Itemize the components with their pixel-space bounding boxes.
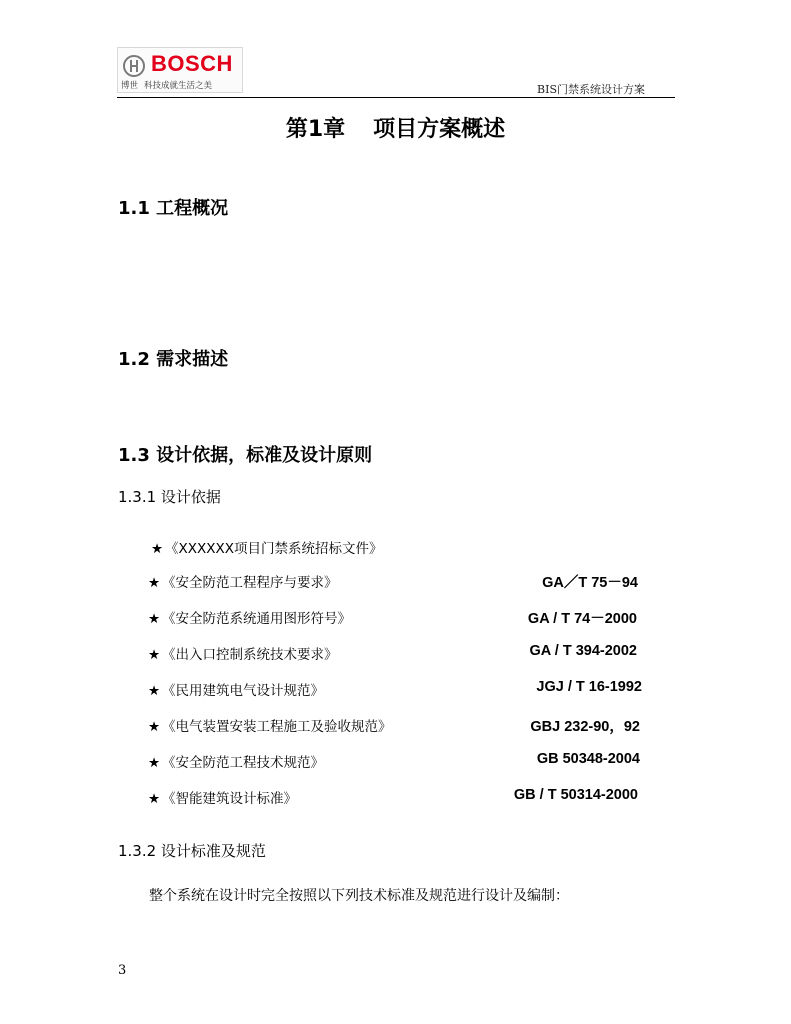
list-item [148, 607, 637, 629]
reference-title: 《XXXXXX项目门禁系统招标文件》 [165, 541, 383, 557]
reference-code: JGJ / T 16-1992 [536, 679, 642, 695]
list-item [148, 643, 637, 665]
star-icon: ★ [148, 755, 161, 771]
star-icon: ★ [148, 683, 161, 699]
list-item [148, 715, 640, 737]
reference-title: 《智能建筑设计标准》 [162, 791, 297, 807]
reference-title: 《出入口控制系统技术要求》 [162, 647, 338, 663]
star-icon: ★ [148, 575, 161, 591]
page-number: 3 [118, 963, 127, 978]
logo-tagline-right: 科技成就生活之美 [144, 81, 213, 91]
list-item [148, 571, 638, 593]
star-icon: ★ [148, 647, 161, 663]
reference-title: 《安全防范工程程序与要求》 [162, 575, 338, 591]
section-heading-1-2: 1.2 需求描述 [118, 349, 229, 370]
header-divider [117, 97, 675, 98]
list-item [148, 751, 640, 773]
list-item [148, 787, 638, 809]
star-icon: ★ [148, 719, 161, 735]
reference-code: GA / T 74－2000 [527, 611, 637, 627]
star-icon: ★ [148, 791, 161, 807]
reference-title: 《安全防范工程技术规范》 [162, 755, 324, 771]
reference-code: GB / T 50314-2000 [513, 787, 638, 803]
logo-tagline [121, 79, 218, 91]
reference-code: GA／T 75－94 [542, 575, 638, 591]
section-heading-1-1: 1.1 工程概况 [118, 198, 229, 219]
reference-title: 《民用建筑电气设计规范》 [162, 683, 324, 699]
logo-tagline-left: 博世 [121, 81, 139, 91]
bosch-logo [117, 47, 243, 93]
subsection-heading-1-3-1: 1.3.1 设计依据 [118, 488, 221, 506]
logo-brand: BOSCH [151, 51, 233, 76]
star-icon: ★ [148, 611, 161, 627]
chapter-title: 项目方案概述 [373, 117, 506, 142]
reference-code: GBJ 232-90，92 [530, 719, 640, 735]
subsection-heading-1-3-2: 1.3.2 设计标准及规范 [118, 842, 266, 860]
list-item [151, 537, 645, 559]
star-icon: ★ [151, 541, 164, 557]
reference-title: 《电气装置安装工程施工及验收规范》 [162, 719, 392, 735]
reference-code: GB 50348-2004 [536, 751, 640, 767]
reference-code: GA / T 394-2002 [529, 643, 637, 659]
list-item [148, 679, 642, 701]
reference-title: 《安全防范系统通用图形符号》 [162, 611, 351, 627]
standards-intro-paragraph: 整个系统在设计时完全按照以下列技术标准及规范进行设计及编制： [149, 888, 569, 904]
document-header-title: BIS门禁系统设计方案 [537, 83, 645, 96]
chapter-number: 第1章 [285, 117, 346, 142]
section-heading-1-3: 1.3 设计依据，标准及设计原则 [118, 445, 373, 466]
bosch-armature-icon [123, 55, 145, 77]
chapter-heading [0, 112, 791, 143]
